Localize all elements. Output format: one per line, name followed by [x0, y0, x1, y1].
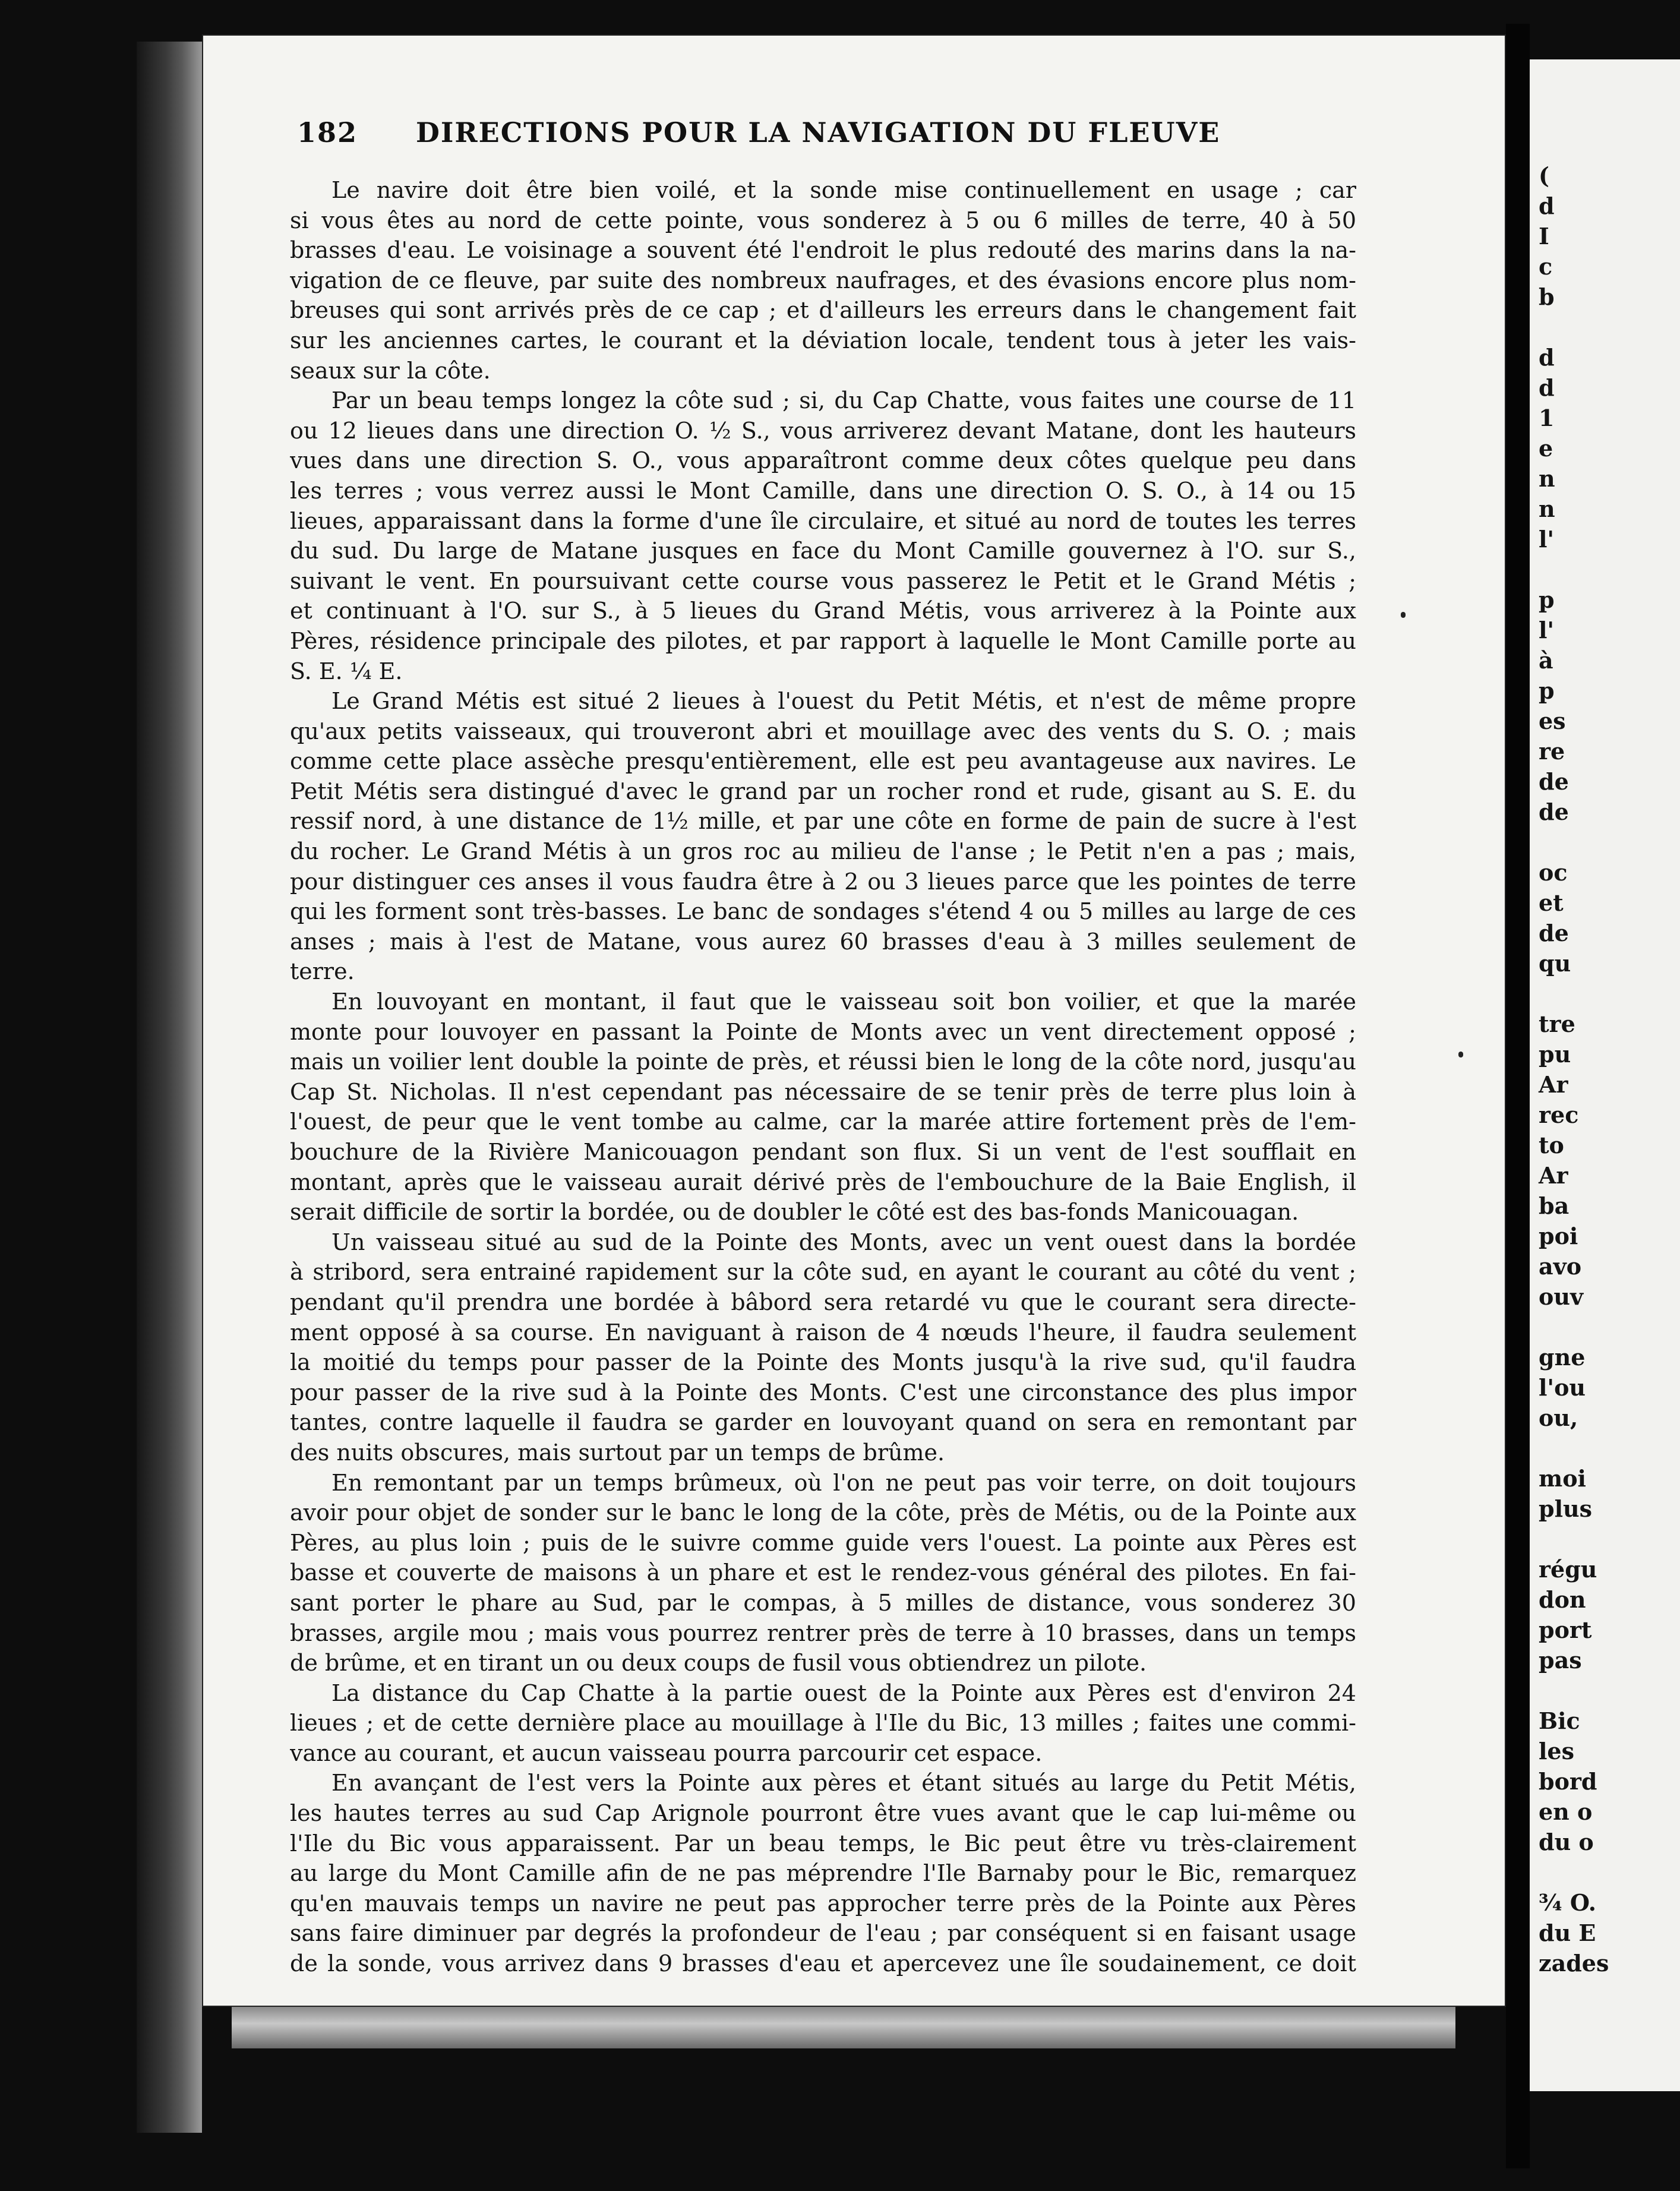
scan-speck — [1458, 1052, 1463, 1057]
text-line: basse et couverte de maisons à un phare et est le rendez-vous général des pilotes. En fai- — [290, 1559, 1356, 1586]
text-line: bouchure de la Rivière Manicouagon pendant son flux. Si un vent de l'est soufflait en — [290, 1139, 1356, 1165]
adjacent-page-fragment: qu — [1539, 950, 1571, 977]
adjacent-page-fragment: rec — [1539, 1101, 1579, 1128]
text-line: ressif nord, à une distance de 1½ mille, et par une côte en forme de pain de sucre à l'est — [290, 808, 1356, 835]
adjacent-page-fragment: port — [1539, 1617, 1592, 1643]
text-line: au large du Mont Camille afin de ne pas méprendre l'Ile Barnaby pour le Bic, remarquez — [290, 1860, 1356, 1887]
text-line: vigation de ce fleuve, par suite des nombreux naufrages, et des évasions encore plus nom- — [290, 267, 1356, 293]
text-line: suivant le vent. En poursuivant cette course vous passerez le Petit et le Grand Métis ; — [290, 567, 1356, 594]
text-line: comme cette place assèche presqu'entièrement, elle est peu avantageuse aux navires. Le — [290, 748, 1356, 775]
adjacent-page-fragment: pu — [1539, 1041, 1571, 1068]
text-line: breuses qui sont arrivés près de ce cap ; et d'ailleurs les erreurs dans le changement fait — [290, 297, 1356, 324]
text-line: La distance du Cap Chatte à la partie ouest de la Pointe aux Pères est d'environ 24 — [331, 1679, 1356, 1706]
adjacent-page-fragment: de — [1539, 798, 1569, 825]
page-bottom-edge — [232, 2007, 1455, 2048]
text-line: pendant qu'il prendra une bordée à bâbord sera retardé vu que le courant sera directe- — [290, 1289, 1356, 1315]
adjacent-page-fragment: et — [1539, 889, 1564, 916]
adjacent-page-fragment: de — [1539, 920, 1569, 946]
adjacent-page-fragment: n — [1539, 495, 1555, 522]
text-line: terre. — [290, 958, 355, 985]
text-line: sant porter le phare au Sud, par le compas, à 5 milles de distance, vous sonderez 30 — [290, 1589, 1356, 1616]
text-line: Par un beau temps longez la côte sud ; si, du Cap Chatte, vous faites une course de 11 — [331, 387, 1356, 414]
text-line: anses ; mais à l'est de Matane, vous aurez 60 brasses d'eau à 3 milles seulement de — [290, 928, 1356, 955]
adjacent-page-fragment: p — [1539, 586, 1555, 613]
text-line: l'Ile du Bic vous apparaissent. Par un beau temps, le Bic peut être vu très-clairement — [290, 1830, 1356, 1857]
text-line: tantes, contre laquelle il faudra se garder en louvoyant quand on sera en remontant par — [290, 1409, 1356, 1436]
text-line: ment opposé à sa course. En naviguant à raison de 4 nœuds l'heure, il faudra seulement — [290, 1319, 1356, 1346]
text-line: mais un voilier lent double la pointe de près, et réussi bien le long de la côte nord, jusqu'au — [290, 1049, 1356, 1075]
text-line: ou 12 lieues dans une direction O. ½ S., vous arriverez devant Matane, dont les hauteurs — [290, 417, 1356, 444]
text-line: En louvoyant en montant, il faut que le vaisseau soit bon voilier, et que la marée — [331, 989, 1356, 1015]
text-line: l'ouest, de peur que le vent tombe au calme, car la marée attire fortement près de l'em- — [290, 1109, 1356, 1135]
adjacent-page-fragment: Ar — [1539, 1071, 1568, 1098]
adjacent-page-fragment: d — [1539, 192, 1555, 219]
adjacent-page-fragment: moi — [1539, 1465, 1586, 1492]
adjacent-page-fragment: 1 — [1539, 405, 1555, 431]
running-head — [297, 116, 1426, 158]
adjacent-page-fragment: don — [1539, 1586, 1586, 1613]
adjacent-page-fragment: gne — [1539, 1344, 1586, 1371]
adjacent-page-fragment: les — [1539, 1738, 1575, 1764]
adjacent-page-fragment: oc — [1539, 859, 1568, 886]
text-line: En remontant par un temps brûmeux, où l'on ne peut pas voir terre, on doit toujours — [331, 1469, 1356, 1496]
adjacent-page-fragment: tre — [1539, 1011, 1575, 1037]
text-line: serait difficile de sortir la bordée, ou de doubler le côté est des bas-fonds Manicouagan. — [290, 1199, 1299, 1226]
adjacent-page-fragment: du o — [1539, 1829, 1594, 1855]
adjacent-page-fragment: ¾ O. — [1539, 1889, 1596, 1916]
text-line: lieues ; et de cette dernière place au mouillage à l'Ile du Bic, 13 milles ; faites une commi- — [290, 1710, 1356, 1737]
text-line: qui les forment sont très-basses. Le banc de sondages s'étend 4 ou 5 milles au large de ces — [290, 898, 1356, 925]
adjacent-page-fragment: c — [1539, 253, 1553, 280]
adjacent-page-fragment: bord — [1539, 1768, 1597, 1795]
text-line: brasses d'eau. Le voisinage a souvent été l'endroit le plus redouté des marins dans la na- — [290, 237, 1356, 264]
adjacent-page-fragment: Bic — [1539, 1707, 1580, 1734]
text-line: la moitié du temps pour passer de la Pointe des Monts jusqu'à la rive sud, qu'il faudra — [290, 1349, 1356, 1376]
running-head-title: DIRECTIONS POUR LA NAVIGATION DU FLEUVE — [416, 116, 1221, 149]
text-line: à stribord, sera entrainé rapidement sur la côte sud, en ayant le courant au côté du vent ; — [290, 1259, 1356, 1286]
text-line: avoir pour objet de sonder sur le banc le long de la côte, près de Métis, ou de la Pointe aux — [290, 1499, 1356, 1526]
text-line: En avançant de l'est vers la Pointe aux pères et étant situés au large du Petit Métis, — [331, 1770, 1356, 1797]
book-binding-edge — [137, 42, 202, 2133]
adjacent-page-fragment: d — [1539, 374, 1555, 401]
text-line: Petit Métis sera distingué d'avec le grand par un rocher rond et rude, gisant au S. E. du — [290, 778, 1356, 804]
adjacent-page-fragment: l' — [1539, 526, 1555, 553]
adjacent-page-fragment: Ar — [1539, 1162, 1568, 1189]
text-line: vance au courant, et aucun vaisseau pourra parcourir cet espace. — [290, 1739, 1043, 1766]
adjacent-page-fragment: ouv — [1539, 1283, 1584, 1310]
adjacent-page-fragment: to — [1539, 1132, 1564, 1158]
adjacent-page-fragment: d — [1539, 344, 1555, 371]
adjacent-page-fragment: du E — [1539, 1920, 1596, 1946]
text-line: sur les anciennes cartes, le courant et la déviation locale, tendent tous à jeter les vais- — [290, 327, 1356, 353]
text-line: Le navire doit être bien voilé, et la sonde mise continuellement en usage ; car — [331, 177, 1356, 203]
text-line: sans faire diminuer par degrés la profondeur de l'eau ; par conséquent si en faisant usage — [290, 1920, 1356, 1947]
adjacent-page-fragment: p — [1539, 677, 1555, 704]
adjacent-page-fragment: zades — [1539, 1950, 1609, 1977]
text-line: Le Grand Métis est situé 2 lieues à l'ouest du Petit Métis, et n'est de même propre — [331, 688, 1356, 715]
text-line: Un vaisseau situé au sud de la Pointe des Monts, avec un vent ouest dans la bordée — [331, 1229, 1356, 1255]
text-line: monte pour louvoyer en passant la Pointe de Monts avec un vent directement opposé ; — [290, 1018, 1356, 1045]
text-line: S. E. ¼ E. — [290, 658, 403, 684]
adjacent-page-fragment: ba — [1539, 1192, 1570, 1219]
text-line: brasses, argile mou ; mais vous pourrez rentrer près de terre à 10 brasses, dans un temps — [290, 1619, 1356, 1646]
adjacent-page-fragment: de — [1539, 768, 1569, 795]
text-line: lieues, apparaissant dans la forme d'une île circulaire, et situé au nord de toutes les terres — [290, 507, 1356, 534]
text-line: vues dans une direction S. O., vous apparaîtront comme deux côtes quelque peu dans — [290, 447, 1356, 474]
adjacent-page-fragment: poi — [1539, 1223, 1578, 1249]
text-line: qu'en mauvais temps un navire ne peut pas approcher terre près de la Pointe aux Pères — [290, 1890, 1356, 1917]
adjacent-page-fragment: e — [1539, 435, 1553, 462]
body-text — [290, 175, 1356, 1979]
text-line: qu'aux petits vaisseaux, qui trouveront abri et mouillage avec des vents du S. O. ; mais — [290, 718, 1356, 744]
adjacent-page-fragment: l'ou — [1539, 1374, 1586, 1401]
text-line: de la sonde, vous arrivez dans 9 brasses d'eau et apercevez une île soudainement, ce doit — [290, 1950, 1356, 1977]
text-line: des nuits obscures, mais surtout par un temps de brûme. — [290, 1439, 945, 1466]
text-line: Cap St. Nicholas. Il n'est cependant pas nécessaire de se tenir près de terre plus loin à — [290, 1078, 1356, 1105]
text-line: du sud. Du large de Matane jusques en face du Mont Camille gouvernez à l'O. sur S., — [290, 538, 1356, 564]
adjacent-page-fragment: pas — [1539, 1647, 1582, 1674]
adjacent-page-fragment: b — [1539, 283, 1555, 310]
text-line: du rocher. Le Grand Métis à un gros roc au milieu de l'anse ; le Petit n'en a pas ; mais, — [290, 838, 1356, 865]
page-number: 182 — [297, 116, 358, 149]
text-line: montant, après que le vaisseau aurait dérivé près de l'embouchure de la Baie English, il — [290, 1169, 1356, 1195]
adjacent-page-fragment: n — [1539, 465, 1555, 492]
text-line: Pères, au plus loin ; puis de le suivre comme guide vers l'ouest. La pointe aux Pères est — [290, 1529, 1356, 1556]
adjacent-page-fragment: es — [1539, 708, 1566, 734]
adjacent-page-fragment: I — [1539, 223, 1549, 250]
text-line: et continuant à l'O. sur S., à 5 lieues du Grand Métis, vous arriverez à la Pointe aux — [290, 598, 1356, 624]
text-line: les hautes terres au sud Cap Arignole pourront être vues avant que le cap lui-même ou — [290, 1800, 1356, 1827]
adjacent-page-fragment: plus — [1539, 1495, 1593, 1522]
adjacent-page-fragment: ou, — [1539, 1404, 1578, 1431]
scan-speck — [1401, 612, 1406, 618]
adjacent-page-fragment: re — [1539, 738, 1565, 765]
text-line: de brûme, et en tirant un ou deux coups de fusil vous obtiendrez un pilote. — [290, 1650, 1147, 1677]
adjacent-page-fragment: à — [1539, 647, 1553, 674]
adjacent-page-fragment: régu — [1539, 1556, 1597, 1583]
adjacent-page-fragment: ( — [1539, 162, 1549, 189]
adjacent-page-fragment: avo — [1539, 1253, 1582, 1280]
text-line: seaux sur la côte. — [290, 357, 491, 384]
text-line: pour passer de la rive sud à la Pointe des Monts. C'est une circonstance des plus impor — [290, 1379, 1356, 1406]
adjacent-page-fragment: en o — [1539, 1798, 1593, 1825]
text-line: si vous êtes au nord de cette pointe, vous sonderez à 5 ou 6 milles de terre, 40 à 50 — [290, 207, 1356, 233]
adjacent-page-fragment: l' — [1539, 617, 1555, 643]
text-line: pour distinguer ces anses il vous faudra être à 2 ou 3 lieues parce que les pointes de terre — [290, 868, 1356, 895]
page-gutter — [1506, 24, 1530, 2168]
text-line: les terres ; vous verrez aussi le Mont Camille, dans une direction O. S. O., à 14 ou 15 — [290, 477, 1356, 504]
text-line: Pères, résidence principale des pilotes, et par rapport à laquelle le Mont Camille porte au — [290, 627, 1356, 654]
